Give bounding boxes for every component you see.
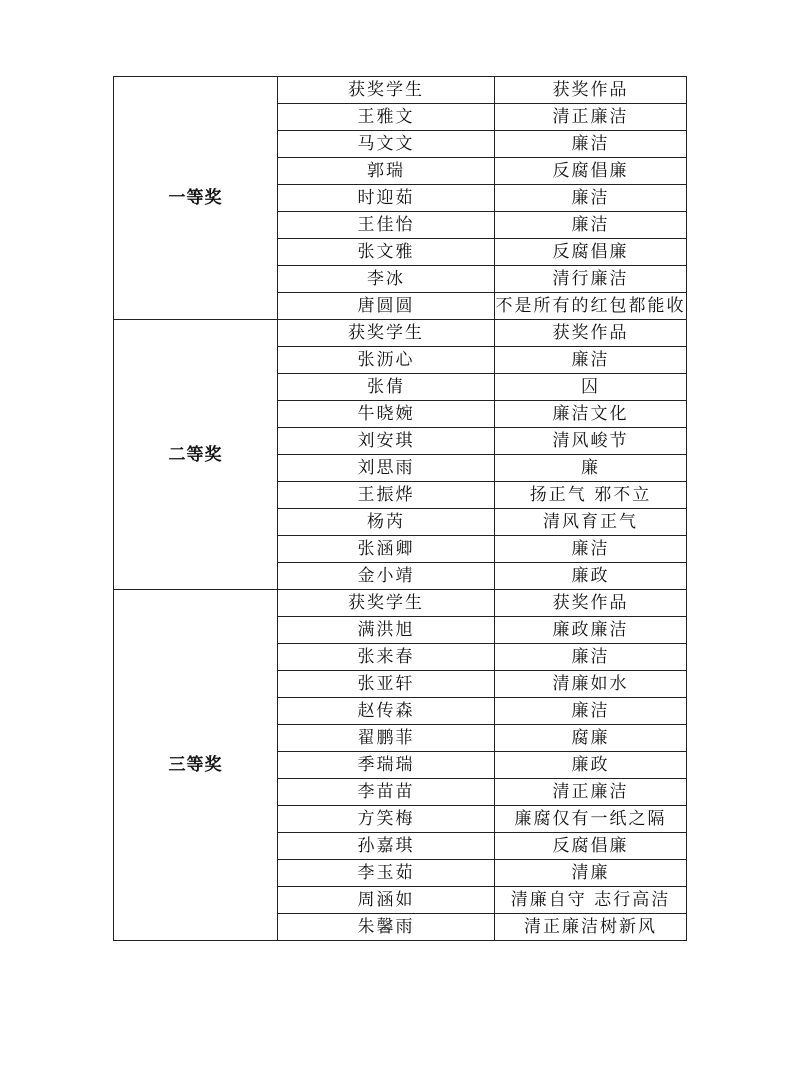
student-name: 牛晓婉 (278, 401, 495, 428)
work-title: 反腐倡廉 (495, 833, 687, 860)
student-name: 张文雅 (278, 239, 495, 266)
student-name: 王佳怡 (278, 212, 495, 239)
student-name: 张来春 (278, 644, 495, 671)
work-title: 腐廉 (495, 725, 687, 752)
student-name: 张沥心 (278, 347, 495, 374)
work-title: 廉腐仅有一纸之隔 (495, 806, 687, 833)
work-title: 清风峻节 (495, 428, 687, 455)
work-title: 廉洁 (495, 131, 687, 158)
work-title: 廉洁文化 (495, 401, 687, 428)
student-name: 金小靖 (278, 563, 495, 590)
student-name: 郭瑞 (278, 158, 495, 185)
work-title: 廉 (495, 455, 687, 482)
student-column-header: 获奖学生 (278, 77, 495, 104)
student-name: 季瑞瑞 (278, 752, 495, 779)
awards-table (113, 76, 687, 941)
work-title: 廉洁 (495, 644, 687, 671)
student-name: 唐圆圆 (278, 293, 495, 320)
student-name: 翟鹏菲 (278, 725, 495, 752)
student-column-header: 获奖学生 (278, 590, 495, 617)
work-column-header: 获奖作品 (495, 77, 687, 104)
work-title: 廉洁 (495, 212, 687, 239)
work-title: 反腐倡廉 (495, 239, 687, 266)
work-column-header: 获奖作品 (495, 590, 687, 617)
work-title: 廉洁 (495, 536, 687, 563)
work-title: 廉政 (495, 563, 687, 590)
prize-level: 三等奖 (114, 590, 278, 941)
work-title: 囚 (495, 374, 687, 401)
work-title: 清廉 (495, 860, 687, 887)
student-name: 张亚轩 (278, 671, 495, 698)
work-title: 廉洁 (495, 698, 687, 725)
student-name: 李冰 (278, 266, 495, 293)
student-name: 朱馨雨 (278, 914, 495, 941)
student-name: 李玉茹 (278, 860, 495, 887)
work-title: 反腐倡廉 (495, 158, 687, 185)
header-row (114, 77, 687, 104)
student-name: 张倩 (278, 374, 495, 401)
work-title: 清正廉洁树新风 (495, 914, 687, 941)
student-column-header: 获奖学生 (278, 320, 495, 347)
header-row (114, 320, 687, 347)
student-name: 杨芮 (278, 509, 495, 536)
student-name: 王振烨 (278, 482, 495, 509)
prize-level: 二等奖 (114, 320, 278, 590)
work-title: 清廉自守 志行高洁 (495, 887, 687, 914)
work-title: 廉政 (495, 752, 687, 779)
student-name: 满洪旭 (278, 617, 495, 644)
student-name: 李苗苗 (278, 779, 495, 806)
student-name: 赵传森 (278, 698, 495, 725)
student-name: 方笑梅 (278, 806, 495, 833)
student-name: 时迎茹 (278, 185, 495, 212)
student-name: 周涵如 (278, 887, 495, 914)
work-title: 清廉如水 (495, 671, 687, 698)
work-title: 清正廉洁 (495, 779, 687, 806)
work-column-header: 获奖作品 (495, 320, 687, 347)
work-title: 不是所有的红包都能收 (495, 293, 687, 320)
prize-level: 一等奖 (114, 77, 278, 320)
header-row (114, 590, 687, 617)
student-name: 王雅文 (278, 104, 495, 131)
work-title: 清风育正气 (495, 509, 687, 536)
student-name: 张涵卿 (278, 536, 495, 563)
work-title: 廉洁 (495, 347, 687, 374)
awards-table-body (114, 77, 687, 941)
student-name: 马文文 (278, 131, 495, 158)
work-title: 廉政廉洁 (495, 617, 687, 644)
student-name: 刘思雨 (278, 455, 495, 482)
student-name: 刘安琪 (278, 428, 495, 455)
work-title: 廉洁 (495, 185, 687, 212)
student-name: 孙嘉琪 (278, 833, 495, 860)
work-title: 扬正气 邪不立 (495, 482, 687, 509)
work-title: 清正廉洁 (495, 104, 687, 131)
work-title: 清行廉洁 (495, 266, 687, 293)
